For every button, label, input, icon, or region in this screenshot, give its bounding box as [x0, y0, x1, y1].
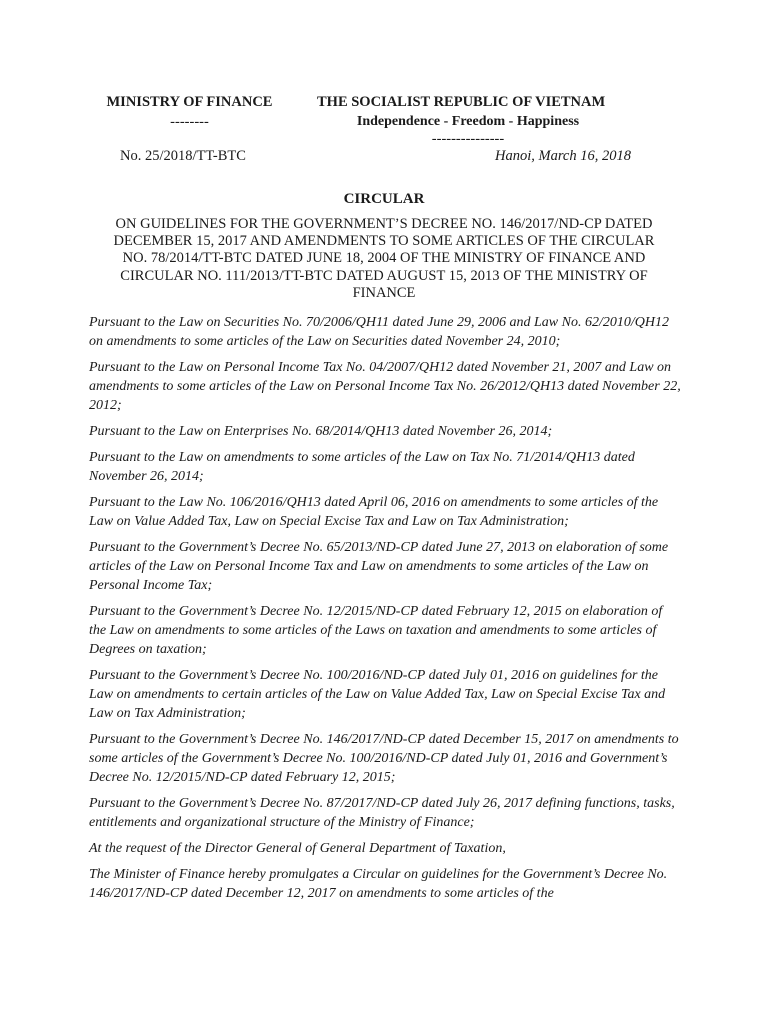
preamble-paragraph: At the request of the Director General of General Department of Taxation,	[89, 841, 506, 856]
preamble-paragraph: Pursuant to the Government’s Decree No. 146/2017/ND-CP dated December 15, 2017 on amendments to some articles of the Government’s Decree No. 100/2016/ND-CP dated July 01, 2016 and Government’s Decree No. 12/2015/ND-CP dated February 12, 2015;	[89, 732, 679, 785]
preamble-paragraph: Pursuant to the Government’s Decree No. 87/2017/ND-CP dated July 26, 2017 defining functions, tasks, entitlements and organizational structure of the Ministry of Finance;	[89, 796, 675, 830]
preamble-paragraph: Pursuant to the Government’s Decree No. 65/2013/ND-CP dated June 27, 2013 on elaboration of some articles of the Law on Personal Income Tax and Law on amendments to some articles of the Law on Personal Income Tax;	[89, 540, 669, 593]
preamble-paragraph: Pursuant to the Government’s Decree No. 12/2015/ND-CP dated February 12, 2015 on elaboration of the Law on amendments to some articles of the Laws on taxation and amendments to some articles of Degrees on taxation;	[89, 604, 663, 657]
preamble	[89, 313, 682, 910]
preamble-paragraph: Pursuant to the Law on Personal Income Tax No. 04/2007/QH12 dated November 21, 2007 and Law on amendments to some articles of the Law on Personal Income Tax No. 26/2012/QH13 dated November 22, 2012;	[89, 360, 681, 413]
authority-separator: --------	[170, 114, 209, 130]
preamble-paragraph: Pursuant to the Law No. 106/2016/QH13 dated April 06, 2016 on amendments to some articles of the Law on Value Added Tax, Law on Special Excise Tax and Law on Tax Administration;	[89, 495, 659, 529]
preamble-paragraph: Pursuant to the Government’s Decree No. 100/2016/ND-CP dated July 01, 2016 on guidelines for the Law on amendments to certain articles of the Law on Value Added Tax, Law on Special Excise Tax and Law on Tax Administration;	[89, 668, 666, 721]
preamble-paragraph: The Minister of Finance hereby promulgates a Circular on guidelines for the Government’s Decree No. 146/2017/ND-CP dated December 12, 2017 on amendments to some articles of the	[89, 867, 668, 901]
national-motto: Independence - Freedom - Happiness	[356, 114, 580, 129]
preamble-paragraph: Pursuant to the Law on Enterprises No. 68/2014/QH13 dated November 26, 2014;	[89, 424, 553, 439]
preamble-paragraph: Pursuant to the Law on amendments to some articles of the Law on Tax No. 71/2014/QH13 dated November 26, 2014;	[89, 450, 635, 484]
document-number: No. 25/2018/TT-BTC	[120, 148, 246, 164]
state-name: THE SOCIALIST REPUBLIC OF VIETNAM	[317, 94, 606, 110]
document-title: ON GUIDELINES FOR THE GOVERNMENT’S DECREE NO. 146/2017/ND-CP DATED DECEMBER 15, 2017 AND AMENDMENTS TO SOME ARTICLES OF THE CIRCULAR NO. 78/2014/TT-BTC DATED JUNE 18, 2004 OF THE MINISTRY OF FINANCE AND CIRCULAR NO. 111/2013/TT-BTC DATED AUGUST 15, 2013 OF THE MINISTRY OF FINANCE	[113, 216, 655, 301]
place-and-date: Hanoi, March 16, 2018	[495, 148, 631, 164]
preamble-paragraph: Pursuant to the Law on Securities No. 70/2006/QH11 dated June 29, 2006 and Law No. 62/2010/QH12 on amendments to some articles of the Law on Securities dated November 24, 2010;	[89, 315, 669, 349]
motto-separator: ---------------	[431, 131, 505, 147]
issuing-authority: MINISTRY OF FINANCE	[106, 94, 273, 110]
document-type: CIRCULAR	[343, 191, 425, 207]
